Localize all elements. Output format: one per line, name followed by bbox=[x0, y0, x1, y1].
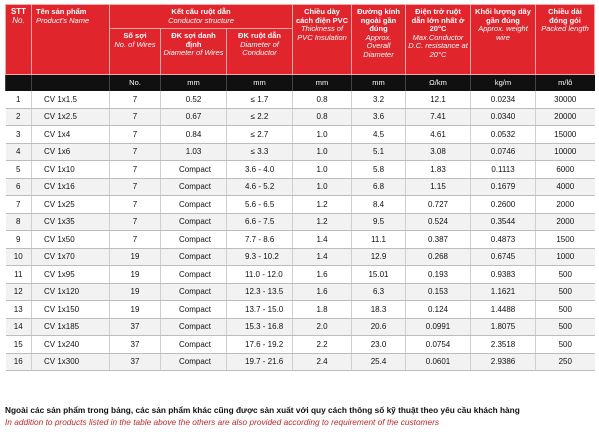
table-cell: 7 bbox=[110, 178, 161, 196]
table-cell: 0.0234 bbox=[471, 91, 536, 109]
table-cell: 7.41 bbox=[406, 108, 471, 126]
table-cell: 3.2 bbox=[352, 91, 406, 109]
table-cell: 4000 bbox=[536, 178, 595, 196]
table-cell: 37 bbox=[110, 336, 161, 354]
table-cell: 2.9386 bbox=[471, 353, 536, 371]
table-row bbox=[6, 161, 595, 179]
table-cell: 2.4 bbox=[293, 353, 352, 371]
table-cell: 0.8 bbox=[293, 108, 352, 126]
unit-cell: No. bbox=[110, 75, 161, 91]
table-cell: 20000 bbox=[536, 108, 595, 126]
table-cell: CV 1x25 bbox=[32, 196, 110, 214]
table-cell: 7 bbox=[110, 91, 161, 109]
table-cell: 7 bbox=[110, 231, 161, 249]
table-cell: 0.0754 bbox=[406, 336, 471, 354]
table-cell: 1.0 bbox=[293, 143, 352, 161]
table-cell: 500 bbox=[536, 266, 595, 284]
unit-cell: mm bbox=[161, 75, 227, 91]
table-cell: 0.0340 bbox=[471, 108, 536, 126]
table-cell: 19 bbox=[110, 248, 161, 266]
header-pvc-thickness: Chiều dày cách điện PVC Thickness of PVC Insulation bbox=[293, 5, 352, 75]
table-cell: 12 bbox=[6, 283, 32, 301]
table-cell: 11.1 bbox=[352, 231, 406, 249]
table-cell: Compact bbox=[161, 213, 227, 231]
table-cell: 7 bbox=[110, 108, 161, 126]
table-cell: 0.387 bbox=[406, 231, 471, 249]
header-packed-length: Chiều dài đóng gói Packed length bbox=[536, 5, 595, 75]
header-wire-count: Số sợi No. of Wires bbox=[110, 29, 161, 75]
table-body bbox=[6, 91, 595, 371]
table-cell: 0.52 bbox=[161, 91, 227, 109]
table-cell: Compact bbox=[161, 248, 227, 266]
table-cell: 37 bbox=[110, 318, 161, 336]
table-cell: 0.9383 bbox=[471, 266, 536, 284]
table-cell: 7 bbox=[6, 196, 32, 214]
header-conductor-structure: Kết cấu ruột dẫn Conductor structure bbox=[110, 5, 293, 29]
table-row bbox=[6, 301, 595, 319]
table-cell: ≤ 2.7 bbox=[227, 126, 293, 144]
table-cell: 13 bbox=[6, 301, 32, 319]
table-row bbox=[6, 91, 595, 109]
table-cell: 500 bbox=[536, 318, 595, 336]
table-cell: 1.4 bbox=[293, 231, 352, 249]
table-cell: CV 1x2.5 bbox=[32, 108, 110, 126]
table-cell: CV 1x10 bbox=[32, 161, 110, 179]
table-cell: 1.2 bbox=[293, 196, 352, 214]
table-cell: ≤ 2.2 bbox=[227, 108, 293, 126]
table-cell: 500 bbox=[536, 301, 595, 319]
table-cell: 12.3 - 13.5 bbox=[227, 283, 293, 301]
table-cell: Compact bbox=[161, 266, 227, 284]
table-cell: 15.01 bbox=[352, 266, 406, 284]
table-cell: 2.3518 bbox=[471, 336, 536, 354]
table-cell: 0.124 bbox=[406, 301, 471, 319]
footnote-vietnamese: Ngoài các sản phẩm trong bảng, các sản phẩm khác cũng được sản xuất với quy cách thông số kỹ thuật theo yêu cầu khách hàng bbox=[5, 405, 520, 415]
table-cell: 3.6 - 4.0 bbox=[227, 161, 293, 179]
table-cell: 5.6 - 6.5 bbox=[227, 196, 293, 214]
table-cell: 2.0 bbox=[293, 318, 352, 336]
table-cell: CV 1x50 bbox=[32, 231, 110, 249]
table-cell: 18.3 bbox=[352, 301, 406, 319]
units-row bbox=[6, 75, 595, 91]
table-cell: 4.61 bbox=[406, 126, 471, 144]
table-cell: Compact bbox=[161, 283, 227, 301]
table-cell: 0.1679 bbox=[471, 178, 536, 196]
table-row bbox=[6, 143, 595, 161]
table-cell: Compact bbox=[161, 231, 227, 249]
table-cell: CV 1x4 bbox=[32, 126, 110, 144]
table-cell: 19.7 - 21.6 bbox=[227, 353, 293, 371]
table-cell: 2.2 bbox=[293, 336, 352, 354]
table-cell: 0.268 bbox=[406, 248, 471, 266]
table-cell: CV 1x6 bbox=[32, 143, 110, 161]
table-cell: 3 bbox=[6, 126, 32, 144]
table-cell: CV 1x150 bbox=[32, 301, 110, 319]
table-cell: 1.03 bbox=[161, 143, 227, 161]
table-cell: 7 bbox=[110, 196, 161, 214]
table-cell: 0.67 bbox=[161, 108, 227, 126]
table-cell: 4.6 - 5.2 bbox=[227, 178, 293, 196]
table-cell: 1.6 bbox=[293, 266, 352, 284]
table-cell: 1.2 bbox=[293, 213, 352, 231]
header-weight: Khối lượng dây gần đúng Approx. weight wire bbox=[471, 5, 536, 75]
table-cell: 15.3 - 16.8 bbox=[227, 318, 293, 336]
table-cell: 25.4 bbox=[352, 353, 406, 371]
table-cell: 19 bbox=[110, 266, 161, 284]
table-cell: 1.83 bbox=[406, 161, 471, 179]
table-row bbox=[6, 266, 595, 284]
table-cell: 2 bbox=[6, 108, 32, 126]
table-cell: 0.4873 bbox=[471, 231, 536, 249]
table-cell: Compact bbox=[161, 318, 227, 336]
table-cell: CV 1x120 bbox=[32, 283, 110, 301]
header-product-name: Tên sản phẩm Product's Name bbox=[32, 5, 110, 75]
cable-spec-table bbox=[5, 4, 595, 371]
table-row bbox=[6, 108, 595, 126]
table-cell: 0.153 bbox=[406, 283, 471, 301]
unit-cell bbox=[32, 75, 110, 91]
table-cell: Compact bbox=[161, 196, 227, 214]
table-cell: 8 bbox=[6, 213, 32, 231]
header-stt: STT No. bbox=[6, 5, 32, 75]
table-row bbox=[6, 353, 595, 371]
table-cell: 6 bbox=[6, 178, 32, 196]
table-cell: 1.15 bbox=[406, 178, 471, 196]
table-cell: 11 bbox=[6, 266, 32, 284]
table-cell: 1 bbox=[6, 91, 32, 109]
table-cell: 37 bbox=[110, 353, 161, 371]
header-conductor-diameter: ĐK ruột dẫn Diameter of Conductor bbox=[227, 29, 293, 75]
table-cell: 9.5 bbox=[352, 213, 406, 231]
table-cell: ≤ 3.3 bbox=[227, 143, 293, 161]
table-cell: 9 bbox=[6, 231, 32, 249]
table-cell: 1500 bbox=[536, 231, 595, 249]
table-cell: 13.7 - 15.0 bbox=[227, 301, 293, 319]
table-cell: 1.8075 bbox=[471, 318, 536, 336]
table-cell: 2000 bbox=[536, 213, 595, 231]
table-row bbox=[6, 336, 595, 354]
table-cell: Compact bbox=[161, 353, 227, 371]
table-cell: 5 bbox=[6, 161, 32, 179]
table-row bbox=[6, 283, 595, 301]
unit-cell: kg/m bbox=[471, 75, 536, 91]
table-cell: 1.4488 bbox=[471, 301, 536, 319]
table-cell: 7 bbox=[110, 161, 161, 179]
table-cell: 0.727 bbox=[406, 196, 471, 214]
table-cell: 1.6 bbox=[293, 283, 352, 301]
table-cell: Compact bbox=[161, 336, 227, 354]
table-cell: 6000 bbox=[536, 161, 595, 179]
table-cell: 500 bbox=[536, 336, 595, 354]
table-cell: 9.3 - 10.2 bbox=[227, 248, 293, 266]
table-cell: 19 bbox=[110, 301, 161, 319]
unit-cell: mm bbox=[227, 75, 293, 91]
table-cell: 0.0532 bbox=[471, 126, 536, 144]
table-row bbox=[6, 318, 595, 336]
table-cell: 12.1 bbox=[406, 91, 471, 109]
table-cell: 15 bbox=[6, 336, 32, 354]
table-cell: 1.0 bbox=[293, 161, 352, 179]
table-cell: 3.6 bbox=[352, 108, 406, 126]
table-cell: 5.8 bbox=[352, 161, 406, 179]
table-row bbox=[6, 248, 595, 266]
table-row bbox=[6, 196, 595, 214]
table-cell: 0.6745 bbox=[471, 248, 536, 266]
table-header bbox=[6, 5, 595, 75]
table-cell: 1.4 bbox=[293, 248, 352, 266]
table-cell: 0.524 bbox=[406, 213, 471, 231]
table-cell: 6.6 - 7.5 bbox=[227, 213, 293, 231]
table-cell: 250 bbox=[536, 353, 595, 371]
table-cell: CV 1x1.5 bbox=[32, 91, 110, 109]
table-cell: 5.1 bbox=[352, 143, 406, 161]
footnote-english: In addition to products listed in the table above the others are also provided according to requirement of the customers bbox=[5, 417, 439, 427]
table-cell: 0.193 bbox=[406, 266, 471, 284]
table-cell: 0.3544 bbox=[471, 213, 536, 231]
table-cell: 500 bbox=[536, 283, 595, 301]
table-cell: 0.1113 bbox=[471, 161, 536, 179]
table-cell: 16 bbox=[6, 353, 32, 371]
table-cell: 30000 bbox=[536, 91, 595, 109]
header-wire-diameter: ĐK sợi danh định Diameter of Wires bbox=[161, 29, 227, 75]
table-cell: 1000 bbox=[536, 248, 595, 266]
unit-cell bbox=[6, 75, 32, 91]
table-cell: CV 1x95 bbox=[32, 266, 110, 284]
table-cell: 7 bbox=[110, 213, 161, 231]
table-cell: 0.0991 bbox=[406, 318, 471, 336]
table-cell: ≤ 1.7 bbox=[227, 91, 293, 109]
table-cell: 0.0746 bbox=[471, 143, 536, 161]
table-cell: 12.9 bbox=[352, 248, 406, 266]
table-cell: CV 1x16 bbox=[32, 178, 110, 196]
table-cell: 19 bbox=[110, 283, 161, 301]
table-cell: 1.0 bbox=[293, 126, 352, 144]
table-row bbox=[6, 126, 595, 144]
table-row bbox=[6, 231, 595, 249]
table-cell: 8.4 bbox=[352, 196, 406, 214]
header-resistance: Điện trở ruột dẫn lớn nhất ở 20°C Max.Conductor D.C. resistance at 20°C bbox=[406, 5, 471, 75]
table-cell: 6.8 bbox=[352, 178, 406, 196]
unit-cell: Ω/km bbox=[406, 75, 471, 91]
table-cell: CV 1x300 bbox=[32, 353, 110, 371]
table-cell: 1.1621 bbox=[471, 283, 536, 301]
table-cell: 2000 bbox=[536, 196, 595, 214]
table-cell: CV 1x185 bbox=[32, 318, 110, 336]
table-row bbox=[6, 213, 595, 231]
table-cell: 0.2600 bbox=[471, 196, 536, 214]
table-cell: 20.6 bbox=[352, 318, 406, 336]
unit-cell: mm bbox=[352, 75, 406, 91]
table-cell: 4 bbox=[6, 143, 32, 161]
table-cell: CV 1x240 bbox=[32, 336, 110, 354]
table-cell: 0.0601 bbox=[406, 353, 471, 371]
table-cell: 10 bbox=[6, 248, 32, 266]
table-cell: CV 1x70 bbox=[32, 248, 110, 266]
unit-cell: m/lô bbox=[536, 75, 595, 91]
table-cell: 0.84 bbox=[161, 126, 227, 144]
unit-cell: mm bbox=[293, 75, 352, 91]
table-cell: 7.7 - 8.6 bbox=[227, 231, 293, 249]
table-cell: 15000 bbox=[536, 126, 595, 144]
table-cell: 23.0 bbox=[352, 336, 406, 354]
table-cell: 4.5 bbox=[352, 126, 406, 144]
table-cell: 7 bbox=[110, 143, 161, 161]
units-row-group bbox=[6, 75, 595, 91]
table-cell: 1.0 bbox=[293, 178, 352, 196]
table-cell: Compact bbox=[161, 161, 227, 179]
table-cell: 0.8 bbox=[293, 91, 352, 109]
table-cell: 10000 bbox=[536, 143, 595, 161]
header-overall-diameter: Đường kính ngoài gần đúng Approx. Overall Diameter bbox=[352, 5, 406, 75]
table-cell: 6.3 bbox=[352, 283, 406, 301]
table-row bbox=[6, 178, 595, 196]
table-cell: 3.08 bbox=[406, 143, 471, 161]
table-cell: CV 1x35 bbox=[32, 213, 110, 231]
table-cell: Compact bbox=[161, 178, 227, 196]
table-cell: 17.6 - 19.2 bbox=[227, 336, 293, 354]
table-cell: 14 bbox=[6, 318, 32, 336]
table-cell: Compact bbox=[161, 301, 227, 319]
table-cell: 1.8 bbox=[293, 301, 352, 319]
table-cell: 11.0 - 12.0 bbox=[227, 266, 293, 284]
table-cell: 7 bbox=[110, 126, 161, 144]
